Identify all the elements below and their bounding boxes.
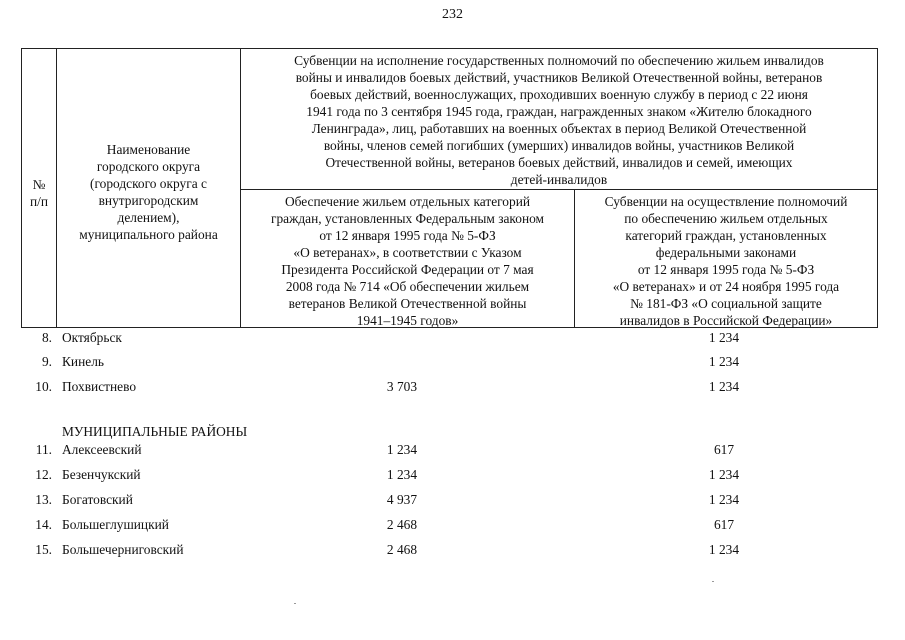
row-number: 10. — [35, 379, 52, 394]
header-line: городского округа — [96, 159, 201, 174]
header-line: 1941–1945 годов» — [356, 313, 459, 328]
table-row — [0, 377, 905, 397]
header-sub-col1 — [241, 193, 574, 329]
row-value-subvention: 617 — [713, 517, 735, 532]
header-line: от 12 января 1995 года № 5-ФЗ — [319, 228, 496, 243]
row-value-housing: 2 468 — [386, 542, 418, 557]
row-name: Октябрьск — [62, 330, 122, 345]
header-line: внутригородским — [98, 193, 199, 208]
row-number: 11. — [35, 442, 52, 457]
header-line: Обеспечение жильем отдельных категорий — [284, 194, 531, 209]
row-value-housing: 1 234 — [386, 442, 418, 457]
row-value-subvention: 1 234 — [708, 542, 740, 557]
header-top-col — [241, 52, 877, 188]
row-value-subvention: 1 234 — [708, 467, 740, 482]
header-line: категорий граждан, установленных — [625, 228, 827, 243]
header-num-col — [21, 176, 57, 210]
table-row — [0, 352, 905, 372]
header-line: делением), — [117, 210, 180, 225]
header-line: «О ветеранах», в соответствии с Указом — [293, 245, 522, 260]
row-number: 8. — [41, 330, 52, 345]
row-name: Алексеевский — [62, 442, 142, 457]
table-row — [0, 440, 905, 460]
header-line: войны, членов семей погибших (умерших) инвалидов войны, участников Великой — [323, 138, 795, 153]
header-line: граждан, установленных Федеральным законом — [270, 211, 545, 226]
header-line: Ленинграда», лиц, работавших на военных объектах в период Великой Отечественной — [311, 121, 807, 136]
header-line: Субвенции на осуществление полномочий — [604, 194, 848, 209]
scan-speck — [294, 603, 296, 604]
row-number: 12. — [35, 467, 52, 482]
row-number: 13. — [35, 492, 52, 507]
header-line: по обеспечению жильем отдельных — [624, 211, 828, 226]
page-number: 232 — [442, 7, 463, 22]
header-line: 2008 года № 714 «Об обеспечении жильем — [285, 279, 530, 294]
header-line: инвалидов в Российской Федерации» — [619, 313, 833, 328]
row-value-housing: 4 937 — [386, 492, 418, 507]
header-right-border — [877, 48, 878, 328]
header-line: 1941 года по 3 сентября 1945 года, граждан, награжденных знаком «Жителю блокадного — [306, 104, 812, 119]
row-name: Большеглушицкий — [62, 517, 169, 532]
row-number: 15. — [35, 542, 52, 557]
row-value-subvention: 1 234 — [708, 354, 740, 369]
header-top-border — [21, 48, 878, 49]
header-line: Наименование — [106, 142, 191, 157]
row-name: Кинель — [62, 354, 104, 369]
header-line: детей-инвалидов — [510, 172, 608, 187]
header-line: Президента Российской Федерации от 7 мая — [281, 262, 534, 277]
table-row — [0, 515, 905, 535]
table-row — [0, 465, 905, 485]
row-value-housing: 1 234 — [386, 467, 418, 482]
header-sub-col2 — [575, 193, 877, 329]
header-line: муниципального района — [79, 227, 218, 242]
row-name: Большечерниговский — [62, 542, 184, 557]
header-line: Отечественной войны, ветеранов боевых действий, инвалидов и семей, имеющих — [325, 155, 793, 170]
header-line: ветеранов Великой Отечественной войны — [288, 296, 527, 311]
row-value-subvention: 1 234 — [708, 492, 740, 507]
header-line: № 181-ФЗ «О социальной защите — [630, 296, 822, 311]
row-value-housing: 3 703 — [386, 379, 418, 394]
row-value-housing: 2 468 — [386, 517, 418, 532]
scan-speck — [712, 581, 714, 582]
table-row — [0, 490, 905, 510]
row-name: Богатовский — [62, 492, 133, 507]
row-number: 9. — [41, 354, 52, 369]
header-line: войны и инвалидов боевых действий, участников Великой Отечественной войны, ветеранов — [295, 70, 823, 85]
row-value-subvention: 617 — [713, 442, 735, 457]
header-line: (городского округа с — [90, 176, 207, 191]
table-row — [0, 540, 905, 560]
header-line: боевых действий, военнослужащих, проходивших военную службу в период с 22 июня — [310, 87, 808, 102]
header-name-col — [57, 141, 240, 243]
header-line: «О ветеранах» и от 24 ноября 1995 года — [612, 279, 840, 294]
row-name: Безенчукский — [62, 467, 141, 482]
row-value-subvention: 1 234 — [708, 330, 740, 345]
header-line: № — [32, 177, 46, 192]
row-number: 14. — [35, 517, 52, 532]
row-name: Похвистнево — [62, 379, 137, 394]
header-line: Субвенции на исполнение государственных полномочий по обеспечению жильем инвалидов — [294, 53, 824, 68]
row-value-subvention: 1 234 — [708, 379, 740, 394]
header-line: п/п — [29, 194, 49, 209]
header-line: федеральными законами — [655, 245, 797, 260]
header-line: от 12 января 1995 года № 5-ФЗ — [637, 262, 815, 277]
section-title: МУНИЦИПАЛЬНЫЕ РАЙОНЫ — [62, 424, 248, 439]
table-row — [0, 328, 905, 348]
header-mid-horizontal — [240, 189, 878, 190]
